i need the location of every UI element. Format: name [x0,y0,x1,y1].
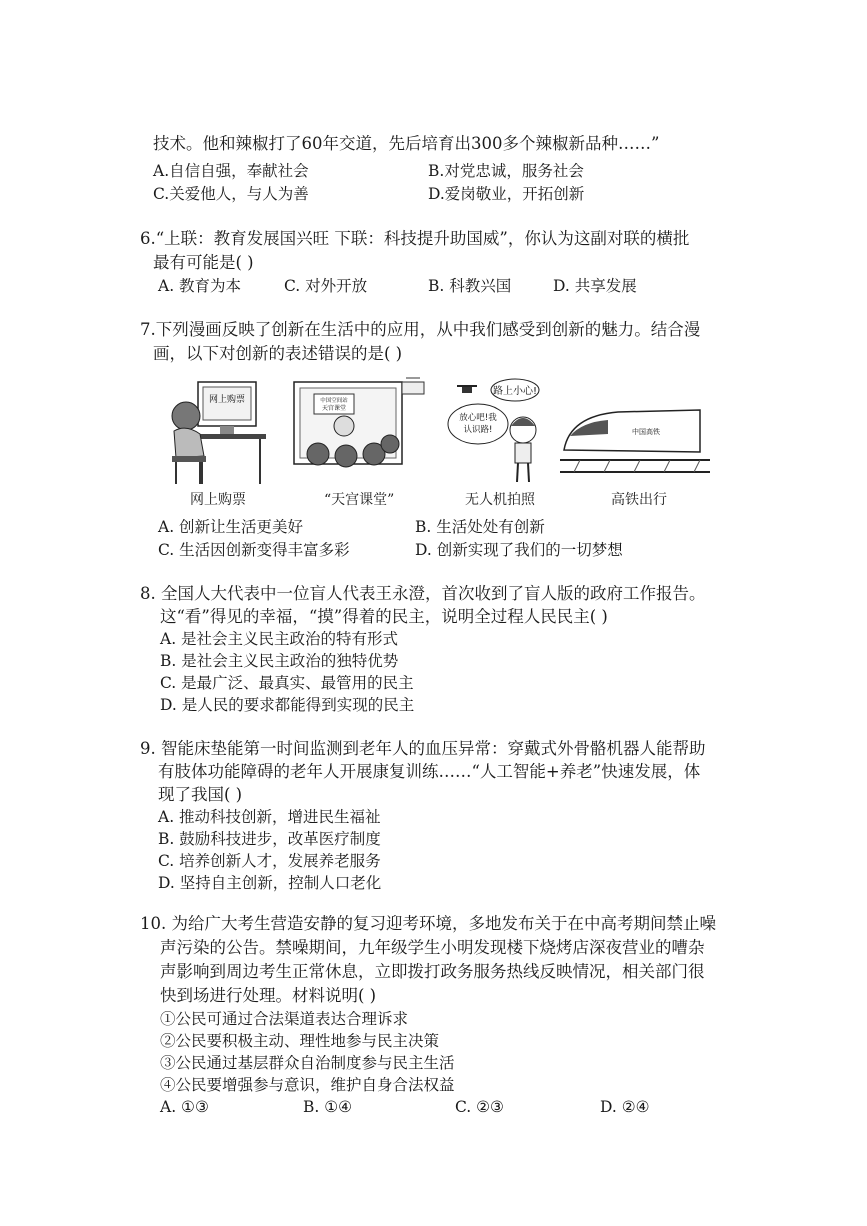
q10-option-a[interactable]: A. ①③ [160,1098,209,1116]
q5-option-a[interactable]: A.自信自强，奉献社会 [153,162,309,180]
q8-stem-line2: 这“看”得见的幸福，“摸”得着的民主，说明全过程人民民主( ) [160,607,608,626]
q7-option-c[interactable]: C. 生活因创新变得丰富多彩 [158,541,350,559]
q10-option-b[interactable]: B. ①④ [303,1098,353,1116]
q10-stem-line4: 快到场进行处理。材料说明( ) [160,986,377,1005]
q8-option-a[interactable]: A. 是社会主义民主政治的特有形式 [160,630,399,648]
comic2-caption: “天宫课堂” [324,492,395,508]
q8-option-d[interactable]: D. 是人民的要求都能得到实现的民主 [160,696,415,714]
q6-stem-line2: 最有可能是( ) [153,253,254,272]
drone-bubble-text: 路上小心! [492,386,538,397]
svg-text:认识路!: 认识路! [463,425,493,435]
q9-option-a[interactable]: A. 推动科技创新，增进民生福祉 [158,808,381,826]
q10-statement-3: ③公民通过基层群众自治制度参与民主生活 [160,1054,455,1072]
q10-option-c[interactable]: C. ②③ [455,1098,504,1116]
q9-stem-line1: 9. 智能床垫能第一时间监测到老年人的血压异常：穿戴式外骨骼机器人能帮助 [140,739,706,758]
q9-option-c[interactable]: C. 培养创新人才，发展养老服务 [158,852,381,870]
q9-stem-line2: 有肢体功能障碍的老年人开展康复训练……“人工智能+养老”快速发展，体 [158,762,701,781]
svg-text:天宫课堂: 天宫课堂 [321,405,347,412]
q6-stem-line1: 6.“上联：教育发展国兴旺 下联：科技提升助国威”，你认为这副对联的横批 [140,229,690,248]
q6-option-b[interactable]: B. 科教兴国 [428,277,512,295]
q7-option-a[interactable]: A. 创新让生活更美好 [158,518,304,536]
q7-option-d[interactable]: D. 创新实现了我们的一切梦想 [415,541,623,559]
train-sign: 中国高铁 [632,428,660,436]
comic1-screen-text: 网上购票 [208,395,246,405]
q6-option-a[interactable]: A. 教育为本 [158,277,242,295]
comic4-caption: 高铁出行 [611,492,667,508]
q8-stem-line1: 8. 全国人大代表中一位盲人代表王永澄，首次收到了盲人版的政府工作报告。 [140,584,706,603]
comic-online-ticket [160,376,270,486]
q10-stem-line1: 10. 为给广大考生营造安静的复习迎考环境，多地发布关于在中高考期间禁止噪 [140,914,716,933]
q10-statement-1: ①公民可通过合法渠道表达合理诉求 [160,1010,409,1028]
q7-stem-line2: 画，以下对创新的表述错误的是( ) [153,344,403,363]
q8-option-b[interactable]: B. 是社会主义民主政治的独特优势 [160,652,399,670]
svg-text:中国空间站: 中国空间站 [320,398,348,404]
q5-option-c[interactable]: C.关爱他人，与人为善 [153,185,309,203]
q5-option-d[interactable]: D.爱岗敬业，开拓创新 [428,185,585,203]
q10-option-d[interactable]: D. ②④ [600,1098,650,1116]
q10-statement-2: ②公民要积极主动、理性地参与民主决策 [160,1032,440,1050]
comic3-caption: 无人机拍照 [465,492,535,508]
comic-tiangong-classroom [290,376,430,486]
q7-option-b[interactable]: B. 生活处处有创新 [415,518,545,536]
svg-text:放心吧!我: 放心吧!我 [459,413,497,423]
comic1-caption: 网上购票 [190,492,246,508]
q10-statement-4: ④公民要增强参与意识，维护自身合法权益 [160,1076,455,1094]
q6-option-d[interactable]: D. 共享发展 [553,277,637,295]
q7-stem-line1: 7.下列漫画反映了创新在生活中的应用，从中我们感受到创新的魅力。结合漫 [140,320,701,339]
q9-option-b[interactable]: B. 鼓励科技进步，改革医疗制度 [158,830,381,848]
q9-option-d[interactable]: D. 坚持自主创新，控制人口老化 [158,874,382,892]
comic-high-speed-rail [560,390,710,486]
q5-option-b[interactable]: B.对党忠诚，服务社会 [428,162,584,180]
comic-drone-photo [445,376,555,486]
q10-stem-line2: 声污染的公告。禁噪期间，九年级学生小明发现楼下烧烤店深夜营业的嘈杂 [160,938,705,957]
q6-option-c[interactable]: C. 对外开放 [284,277,368,295]
q10-stem-line3: 声影响到周边考生正常休息，立即拨打政务服务热线反映情况，相关部门很 [160,962,705,981]
q5-stem-tail: 技术。他和辣椒打了60年交道，先后培育出300多个辣椒新品种……” [153,134,660,153]
q8-option-c[interactable]: C. 是最广泛、最真实、最管用的民主 [160,674,414,692]
q9-stem-line3: 现了我国( ) [158,785,243,804]
